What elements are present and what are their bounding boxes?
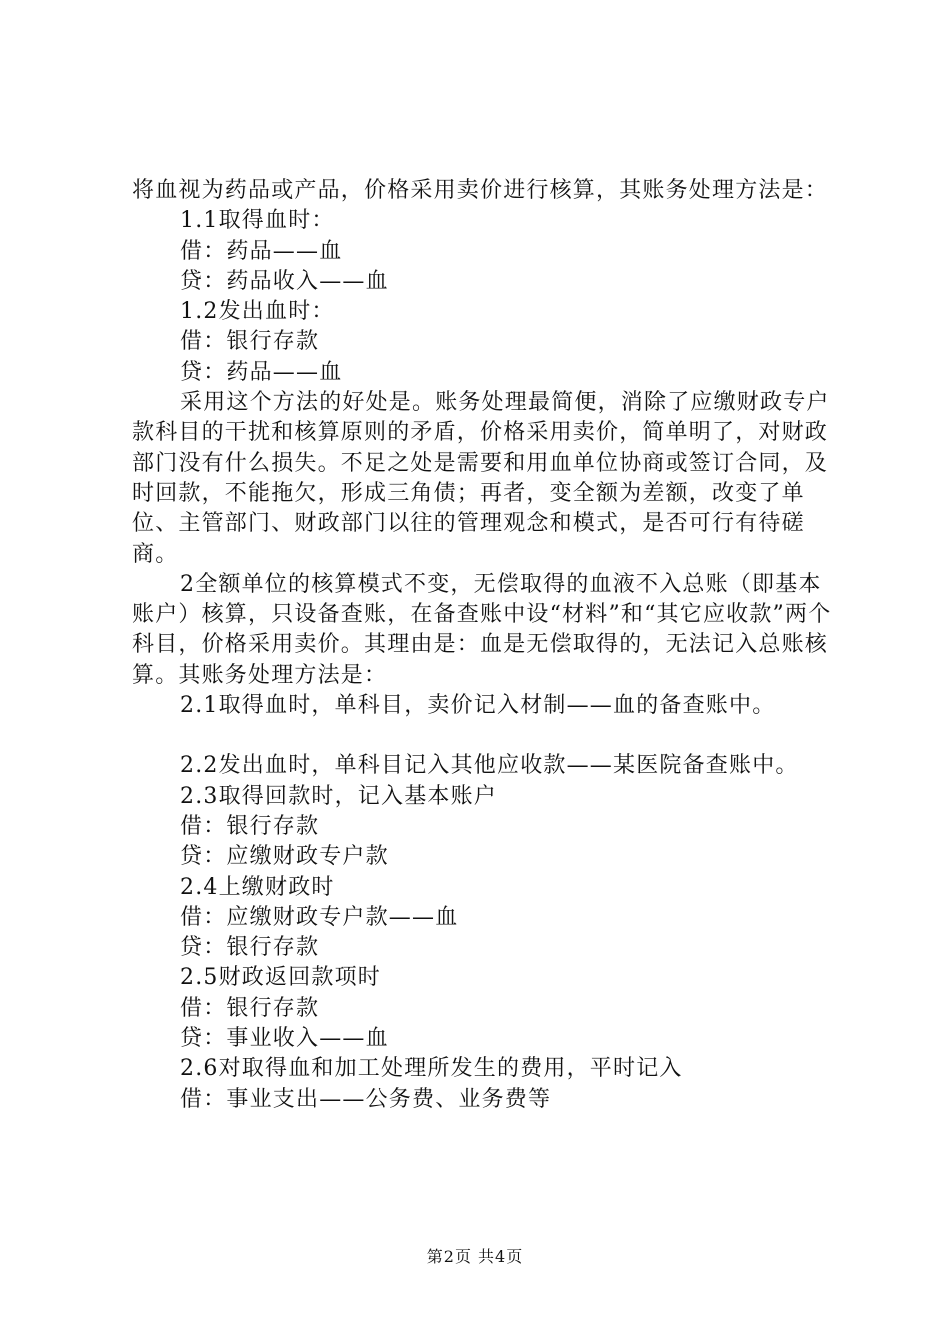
paragraph: 1.2发出血时： (180, 299, 335, 325)
paragraph: 借：事业支出——公务费、业务费等 (180, 1086, 552, 1112)
paragraph: 贷：事业收入——血 (180, 1026, 389, 1052)
paragraph: 2.5财政返回款项时 (180, 965, 381, 991)
paragraph: 借：应缴财政专户款——血 (180, 904, 459, 930)
paragraph: 2.3取得回款时，记入基本账户 (180, 783, 497, 809)
body-text (132, 176, 832, 1115)
paragraph: 2全额单位的核算模式不变，无偿取得的血液不入总账（即基本账户）核算，只设备查账，在备查账中设“材料”和“其它应收款”两个科目，价格采用卖价。其理由是：血是无偿取得的，无法记入总账核算。其账务处理方法是： (132, 571, 832, 688)
paragraph: 贷：银行存款 (180, 935, 320, 961)
paragraph: 采用这个方法的好处是。账务处理最简便，消除了应缴财政专户款科目的干扰和核算原则的矛盾，价格采用卖价，简单明了，对财政部门没有什么损失。不足之处是需要和用血单位协商或签订合同，及时回款，不能拖欠，形成三角债；再者，变全额为差额，改变了单位、主管部门、财政部门以往的管理观念和模式，是否可行有待磋商。 (132, 390, 830, 567)
paragraph: 借：银行存款 (180, 995, 320, 1021)
paragraph: 2.4上缴财政时 (180, 874, 335, 900)
paragraph: 2.2发出血时，单科目记入其他应收款——某医院备查账中。 (180, 753, 799, 779)
paragraph: 贷：应缴财政专户款 (180, 844, 389, 870)
paragraph: 贷：药品——血 (180, 359, 343, 385)
paragraph: 借：药品——血 (180, 238, 343, 264)
paragraph: 贷：药品收入——血 (180, 268, 389, 294)
page-footer: 第2页 共4页 (426, 1247, 524, 1266)
paragraph: 2.1取得血时，单科目，卖价记入材制——血的备查账中。 (180, 693, 776, 719)
paragraph: 借：银行存款 (180, 813, 320, 839)
paragraph: 借：银行存款 (180, 329, 320, 355)
paragraph: 2.6对取得血和加工处理所发生的费用，平时记入 (180, 1056, 683, 1082)
paragraph: 将血视为药品或产品，价格采用卖价进行核算，其账务处理方法是： (132, 178, 829, 203)
paragraph-gap (132, 721, 832, 751)
paragraph: 1.1取得血时： (180, 208, 335, 234)
